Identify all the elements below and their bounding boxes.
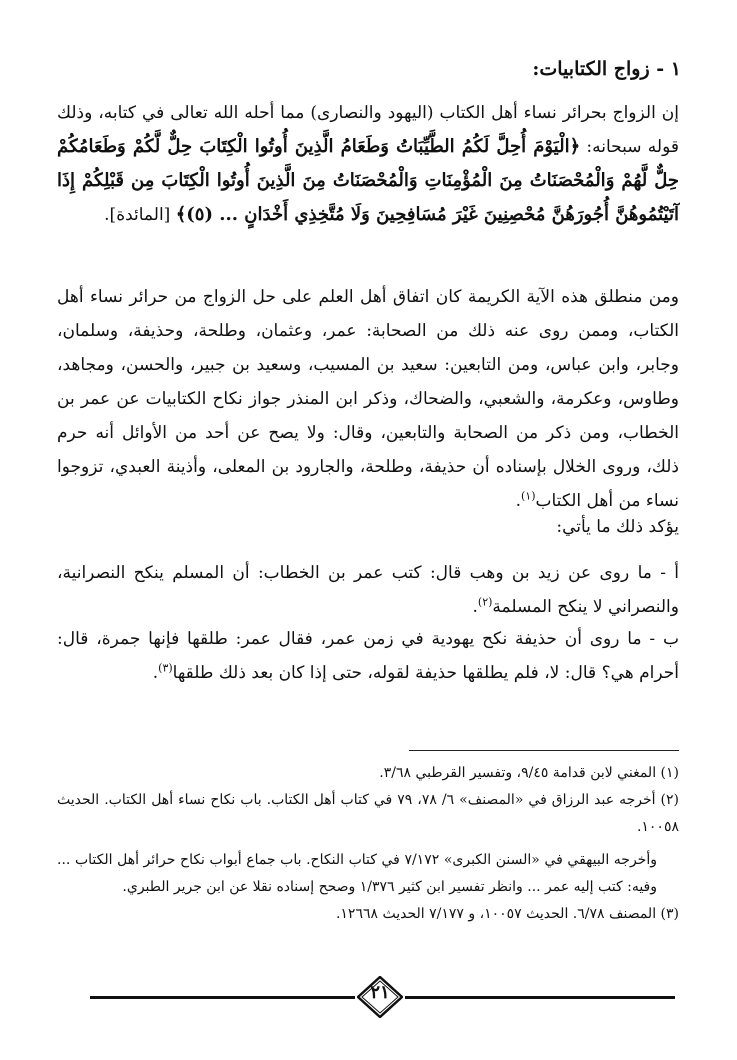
footnote-3: (٣) المصنف ٦/٧٨. الحديث ١٠٠٥٧، و ٧/١٧٧ الحديث ١٢٦٦٨.: [335, 906, 679, 922]
footnote-ref-3: (٣): [158, 661, 173, 675]
list-item-a: أ - ما روى عن زيد بن وهب قال: كتب عمر بن الخطاب: أن المسلم ينكح النصرانية، والنصراني لا ينكح المسلمة$^{(٢)}$.: [57, 563, 679, 617]
page-footer-rule-left: [90, 996, 355, 999]
paragraph-scholars: ومن منطلق هذه الآية الكريمة كان اتفاق أهل العلم على حل الزواج من حرائر نساء أهل الكتاب، وممن روى عنه ذلك من الصحابة: عمر، وعثمان، وطلحة، وحذيفة، وسلمان، وجابر، وابن عباس، ومن التابعين: سعيد بن المسيب، وسعيد بن جبير، والحسن، ومجاهد، وطاوس، وعكرمة، والشعبي، والضحاك، وذكر ابن المنذر جواز نكاح الكتابيات عن عمر بن الخطاب، ومن ذكر من الصحابة والتابعين، وقال: ولا يصح عن أحد من الأوائل أنه حرم ذلك، وروى الخلال بإسناده أن حذيفة، وطلحة، والجارود بن المعلى، وأذينة العبدي، تزوجوا نساء من أهل الكتاب$^{(١)}$.: [57, 287, 679, 511]
footnote-ref-2: (٢): [477, 595, 493, 609]
page-number: ٢١: [370, 982, 390, 1003]
page-footer-rule-right: [405, 996, 675, 999]
list-item-b: ب - ما روى أن حذيفة نكح يهودية في زمن عمر، فقال عمر: طلقها فإنها جمرة، قال: أحرام هي؟ قال: لا، فلم يطلقها حذيفة لقوله، حتى إذا كان بعد ذلك طلقها$^{(٣)}$.: [57, 629, 679, 683]
footnote-ref-1: (١): [520, 489, 536, 503]
paragraph-intro: إن الزواج بحرائر نساء أهل الكتاب (اليهود والنصارى) مما أحله الله تعالى في كتابه، وذلك قوله سبحانه:: [57, 103, 679, 157]
footnote-divider: [409, 750, 679, 751]
verse-source: [المائدة].: [104, 205, 176, 225]
list-item-a-text: ما روى عن زيد بن وهب قال: كتب عمر بن الخطاب: أن المسلم ينكح النصرانية، والنصراني لا ينكح المسلمة: [57, 563, 679, 617]
paragraph-verse: [57, 96, 679, 232]
list-marker-b: ب -: [641, 629, 679, 649]
footnotes: [57, 760, 679, 928]
quran-verse: ﴿الْيَوْمَ أُحِلَّ لَكُمُ الطَّيِّبَاتُ وَطَعَامُ الَّذِينَ أُوتُوا الْكِتَابَ حِلٌّ لَّكُمْ وَطَعَامُكُمْ حِلٌّ لَّهُمْ وَالْمُحْصَنَاتُ مِنَ الْمُؤْمِنَاتِ وَالْمُحْصَنَاتُ مِنَ الَّذِينَ أُوتُوا الْكِتَابَ مِن قَبْلِكُمْ إِذَا آتَيْتُمُوهُنَّ أُجُورَهُنَّ مُحْصِنِينَ غَيْرَ مُسَافِحِينَ وَلَا مُتَّخِذِي أَخْدَانٍ ... (٥)﴾: [57, 136, 679, 225]
footnote-1: (١) المغني لابن قدامة ٩/٤٥، وتفسير القرطبي ٣/٦٨.: [379, 765, 679, 781]
list-item-b-text: ما روى أن حذيفة نكح يهودية في زمن عمر، فقال عمر: طلقها فإنها جمرة، قال: أحرام هي؟ قال: لا، فلم يطلقها حذيفة لقوله، حتى إذا كان بعد ذلك طلقها: [57, 629, 679, 683]
section-heading: ١ - زواج الكتابيات:: [532, 58, 681, 80]
footnote-2: (٢) أخرجه عبد الرزاق في «المصنف» ٦/ ٧٨، ٧٩ في كتاب أهل الكتاب. باب نكاح نساء أهل الكتاب. الحديث ١٠٠٥٨.: [57, 792, 680, 835]
paragraph-scholars-text: ومن منطلق هذه الآية الكريمة كان اتفاق أهل العلم على حل الزواج من حرائر نساء أهل الكتاب، وممن روى عنه ذلك من الصحابة: عمر، وعثمان، وطلحة، وحذيفة، وسلمان، وجابر، وابن عباس، ومن التابعين: سعيد بن المسيب، وسعيد بن جبير، والحسن، ومجاهد، وطاوس، وعكرمة، والشعبي، والضحاك، وذكر ابن المنذر جواز نكاح الكتابيات عن عمر بن الخطاب، ومن ذكر من الصحابة والتابعين، وقال: ولا يصح عن أحد من الأوائل أنه حرم ذلك، وروى الخلال بإسناده أن حذيفة، وطلحة، والجارود بن المعلى، وأذينة العبدي، تزوجوا نساء من أهل الكتاب: [57, 287, 679, 511]
list-marker-a: أ -: [651, 563, 679, 583]
footnote-2-continued: وأخرجه البيهقي في «السنن الكبرى» ٧/١٧٢ في كتاب النكاح. باب جماع أبواب نكاح حرائر أهل الكتاب ... وفيه: كتب إليه عمر ... وانظر تفسير ابن كثير ١/٣٧٦ وصحح إسناده نقلا عن ابن جرير الطبري.: [57, 852, 657, 895]
paragraph-evidence-intro: يؤكد ذلك ما يأتي:: [556, 517, 679, 537]
